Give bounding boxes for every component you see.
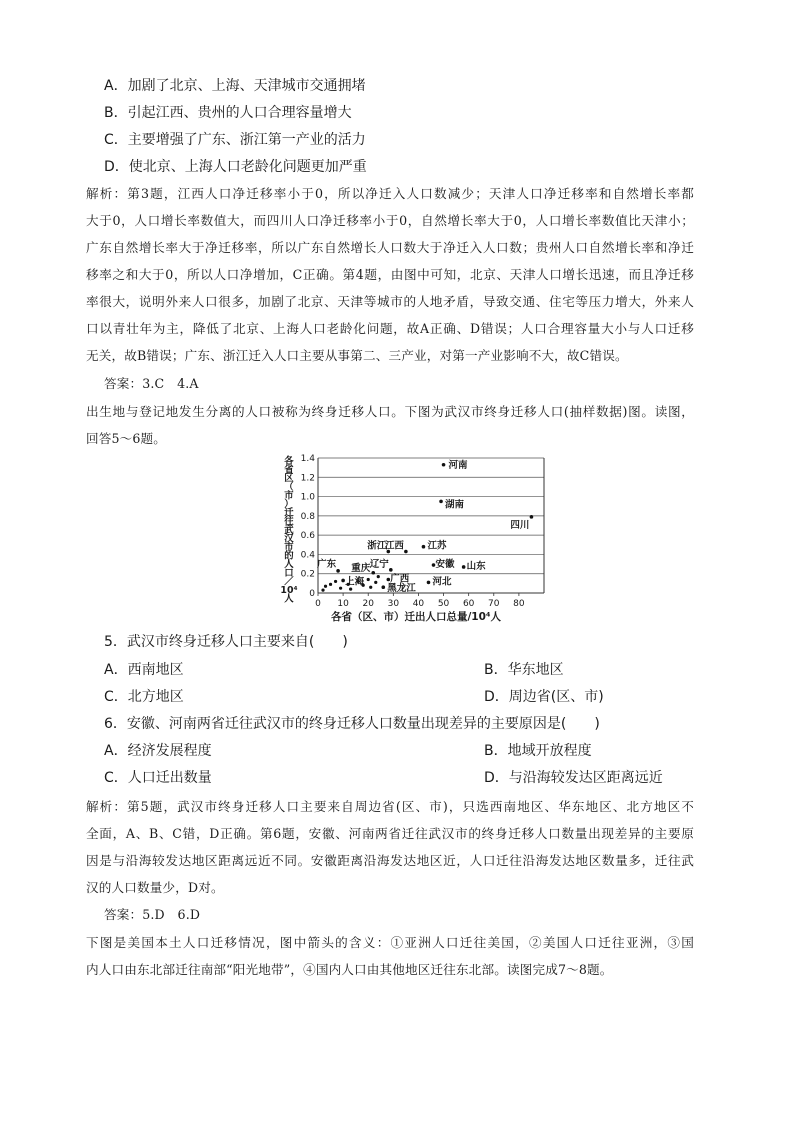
data-point-labeled	[439, 500, 443, 504]
point-label: 黑龙江	[387, 583, 416, 595]
y-tick-label: 0.4	[300, 550, 315, 561]
x-tick-label: 70	[488, 599, 500, 609]
q4-option-a: A．加剧了北京、上海、天津城市交通拥堵	[104, 78, 366, 94]
answer-3-4: 答案：3.C 4.A	[104, 376, 199, 391]
data-point	[369, 586, 372, 589]
x-tick-label: 20	[362, 599, 374, 609]
q5-option-d: D．周边省(区、市)	[484, 689, 604, 705]
x-tick-label: 80	[513, 599, 525, 609]
point-label: 上海	[345, 576, 365, 588]
q6-option-a: A．经济发展程度	[104, 743, 212, 759]
y-tick-label: 1.0	[300, 492, 315, 503]
y-axis-label-char: 汉	[284, 533, 294, 545]
y-axis-label-char: 人	[284, 593, 294, 605]
y-axis-label-char: 区	[284, 473, 294, 485]
x-tick-label: 0	[315, 599, 321, 609]
data-point-labeled	[381, 585, 385, 589]
data-point	[329, 583, 332, 586]
y-tick-label: 0	[309, 589, 315, 599]
q6-option-d: D．与沿海较发达区距离远近	[484, 770, 663, 786]
data-point	[367, 578, 370, 581]
y-tick-label: 0.8	[300, 511, 315, 522]
data-point-labeled	[336, 569, 340, 573]
y-tick-label: 0.2	[300, 569, 315, 580]
data-point-labeled	[422, 545, 426, 549]
y-axis-label-char: 人	[284, 559, 294, 571]
point-label: 重庆	[351, 562, 371, 574]
q6-row-2	[104, 768, 663, 788]
analysis-3-4-line: 大于0，人口增长率数值大，而四川人口净迁移率小于0，自然增长率大于0，人口增长率数值比天津小；	[86, 213, 694, 228]
y-axis-label	[280, 455, 297, 605]
x-tick-label: 50	[437, 599, 450, 609]
y-tick-label: 0.6	[300, 531, 315, 542]
point-label: 河北	[432, 576, 452, 588]
y-axis-label-char: ／	[284, 576, 294, 588]
data-point	[339, 587, 342, 590]
data-point-labeled	[530, 515, 534, 519]
data-point-labeled	[462, 565, 466, 569]
q5-option-c: C．北方地区	[104, 689, 184, 705]
q6-option-b: B．地域开放程度	[484, 743, 592, 759]
q4-option-b: B．引起江西、贵州的人口合理容量增大	[104, 105, 352, 121]
point-label: 广东	[317, 558, 337, 570]
point-label: 四川	[510, 519, 530, 531]
point-label: 浙江	[367, 540, 387, 552]
intro-7-8-line: 下图是美国本土人口迁移情况，图中箭头的含义：①亚洲人口迁往美国，②美国人口迁往亚洲，③国	[86, 935, 694, 950]
analysis-3-4-line: 广东自然增长率大于净迁移率，所以广东自然增长人口数大于净迁入人口数；贵州人口自然增长率和净迁	[86, 240, 694, 255]
data-point	[334, 580, 337, 583]
point-label: 河南	[448, 459, 468, 471]
analysis-3-4-line: 移率之和大于0，所以人口净增加，C正确。第4题，由图中可知，北京、天津人口增长迅速，而且净迁移	[86, 267, 694, 282]
analysis-5-6-line: 全面，A、B、C错，D正确。第6题，安徽、河南两省迁往武汉市的终身迁移人口数量出现差异的主要原	[86, 826, 694, 841]
q5-option-a: A．西南地区	[104, 662, 184, 678]
y-axis-label-char: 的	[284, 550, 294, 562]
data-point-labeled	[389, 568, 393, 572]
analysis-5-6-line: 因是与沿海较发达地区距离远近不同。安徽距离沿海发达地区近，人口迁往沿海发达地区数量多，迁往武	[86, 853, 694, 868]
point-label: 湖南	[445, 499, 465, 511]
analysis-3-4-line: 口以青壮年为主，降低了北京、上海人口老龄化问题，故A正确、D错误；人口合理容量大小与人口迁移	[86, 321, 694, 336]
data-point-labeled	[442, 463, 446, 467]
data-point-labeled	[427, 581, 431, 585]
analysis-3-4-line: 解析：第3题，江西人口净迁移率小于0，所以净迁入人口数减少；天津人口净迁移率和自然增长率都	[86, 186, 694, 201]
data-point-labeled	[371, 571, 375, 575]
q5-row-1	[104, 660, 564, 680]
y-axis-label-char: （	[284, 481, 294, 493]
question-5: 5．武汉市终身迁移人口主要来自( )	[104, 634, 348, 650]
data-point	[349, 588, 352, 591]
y-axis-label-char: 省	[284, 464, 294, 476]
point-label: 辽宁	[369, 558, 389, 570]
data-point-labeled	[404, 550, 408, 554]
q4-option-c: C．主要增强了广东、浙江第一产业的活力	[104, 132, 366, 148]
migration-scatter-chart	[276, 452, 556, 624]
y-axis-label-char: 口	[284, 567, 294, 579]
y-axis-label-char: 往	[284, 516, 294, 528]
question-6: 6．安徽、河南两省迁往武汉市的终身迁移人口数量出现差异的主要原因是( )	[104, 716, 600, 732]
point-label: 江苏	[427, 540, 447, 552]
y-tick-labels	[301, 454, 316, 599]
q5-option-b: B．华东地区	[484, 662, 564, 678]
q6-row-1	[104, 741, 592, 761]
y-tick-label: 1.2	[300, 473, 315, 484]
intro-5-6-line: 回答5～6题。	[86, 431, 167, 446]
intro-7-8-line: 内人口由东北部迁往南部“阳光地带”，④国内人口由其他地区迁往东北部。读图完成7～8题。	[86, 962, 613, 977]
point-label: 山东	[466, 560, 486, 572]
y-tick-label: 1.4	[300, 454, 315, 464]
x-axis-label: 各省（区、市）迁出人口总量/10⁴人	[330, 611, 502, 623]
point-label: 安徽	[435, 559, 455, 571]
y-axis-label-char: 10⁴	[280, 585, 298, 596]
q5-row-2	[104, 687, 604, 707]
y-axis-label-char: 各	[284, 456, 294, 467]
answer-5-6: 答案：5.D 6.D	[104, 907, 201, 922]
y-axis-label-char: 市	[284, 490, 294, 502]
x-tick-label: 60	[462, 599, 475, 609]
q6-option-c: C．人口迁出数量	[104, 770, 212, 786]
y-axis-label-char: 武	[284, 524, 294, 536]
analysis-5-6-line: 解析：第5题，武汉市终身迁移人口主要来自周边省(区、市)，只选西南地区、华东地区、北方地区不	[86, 799, 694, 814]
y-axis-label-char: 市	[284, 542, 294, 553]
x-tick-label: 30	[387, 599, 400, 609]
data-point	[374, 581, 377, 584]
x-tick-label: 10	[337, 599, 349, 609]
x-tick-label: 40	[412, 599, 425, 609]
data-point	[324, 585, 327, 588]
x-tick-labels	[315, 593, 525, 609]
analysis-3-4-line: 率很大，说明外来人口很多，加剧了北京、天津等城市的人地矛盾，导致交通、住宅等压力增大，外来人	[86, 294, 694, 309]
y-axis-label-char: 迁	[284, 507, 294, 519]
point-label: 广西	[390, 573, 410, 585]
intro-5-6-line: 出生地与登记地发生分离的人口被称为终身迁移人口。下图为武汉市终身迁移人口(抽样数据)图。读图，	[86, 404, 694, 419]
y-axis-label-char: ）	[284, 499, 294, 510]
point-label: 江西	[384, 540, 404, 552]
analysis-5-6-line: 汉的人口数量少，D对。	[86, 880, 224, 895]
q4-option-d: D．使北京、上海人口老龄化问题更加严重	[104, 159, 367, 175]
data-point	[321, 589, 324, 592]
analysis-3-4-line: 无关，故B错误；广东、浙江迁入人口主要从事第二、三产业，对第一产业影响不大，故C错误。	[86, 348, 628, 363]
data-point	[377, 575, 380, 578]
